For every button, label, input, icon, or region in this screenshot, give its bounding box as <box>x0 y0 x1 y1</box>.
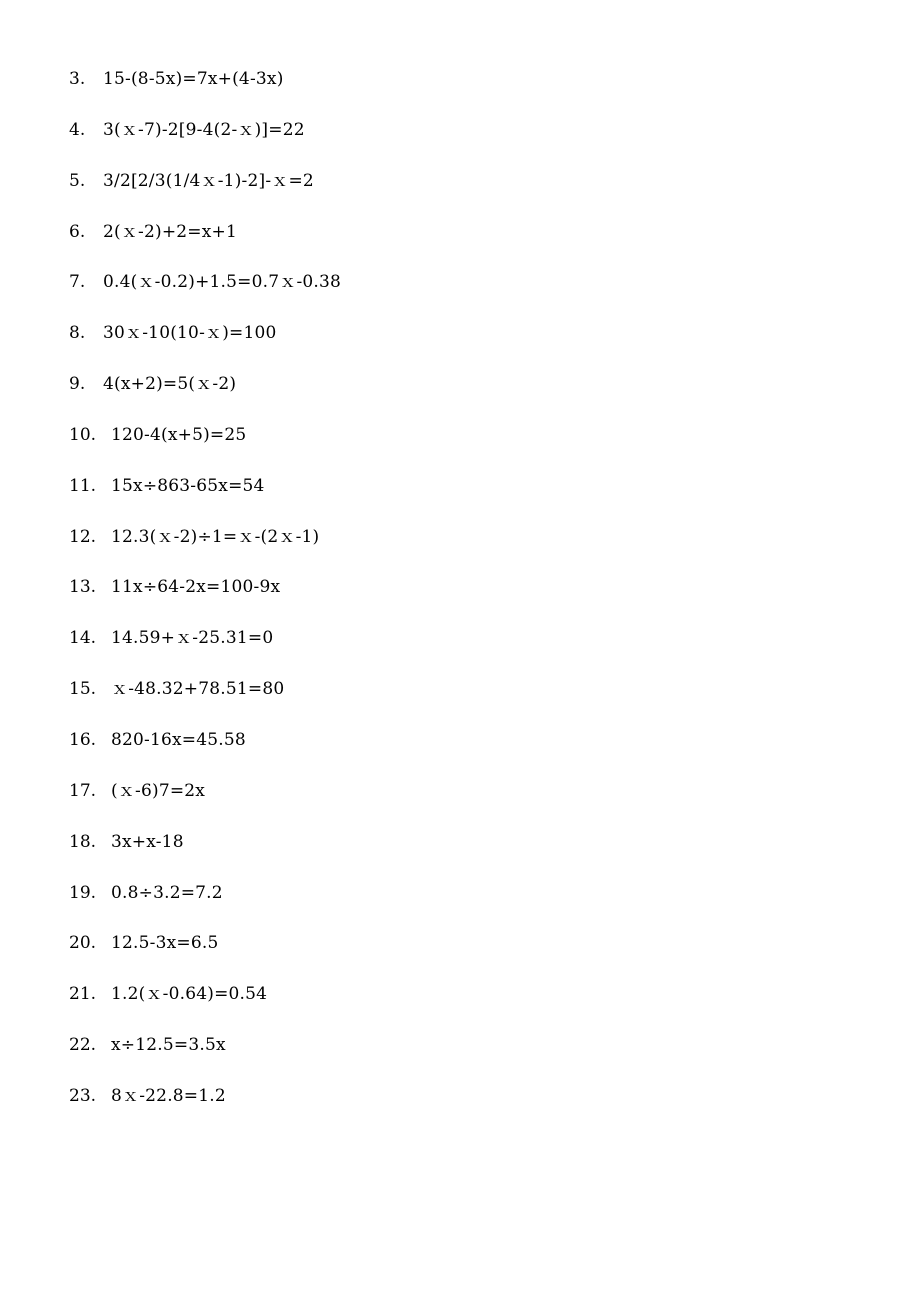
problem-equation: 11x÷64-2x=100-9x <box>111 577 281 598</box>
problem-number: 17. <box>69 780 97 801</box>
problem-item <box>69 623 341 674</box>
problem-equation: x÷12.5=3.5x <box>111 1035 226 1056</box>
problem-equation: 12.3(ｘ-2)÷1=ｘ-(2ｘ-1) <box>111 526 320 547</box>
problem-item <box>69 522 341 573</box>
problem-equation: 30ｘ-10(10-ｘ)=100 <box>103 323 277 344</box>
problem-number: 6. <box>69 221 86 242</box>
problem-item <box>69 369 341 420</box>
problem-equation: 8ｘ-22.8=1.2 <box>111 1085 226 1106</box>
problem-item <box>69 878 341 929</box>
problem-item <box>69 1081 341 1132</box>
problem-equation: 14.59+ｘ-25.31=0 <box>111 628 274 649</box>
problem-number: 21. <box>69 984 97 1005</box>
problem-number: 15. <box>69 679 97 700</box>
problem-equation: 2(ｘ-2)+2=x+1 <box>103 221 237 242</box>
problem-equation: 1.2(ｘ-0.64)=0.54 <box>111 984 268 1005</box>
problem-equation: 0.8÷3.2=7.2 <box>111 882 223 903</box>
problem-item <box>69 217 341 268</box>
problem-item <box>69 318 341 369</box>
problem-item <box>69 827 341 878</box>
problem-item <box>69 674 341 725</box>
problem-equation: 15x÷863-65x=54 <box>111 475 265 496</box>
problem-item <box>69 1030 341 1081</box>
problem-item <box>69 572 341 623</box>
problem-equation: 120-4(x+5)=25 <box>111 424 247 445</box>
problem-item <box>69 115 341 166</box>
problem-item <box>69 928 341 979</box>
problem-number: 11. <box>69 475 97 496</box>
problem-equation: 4(x+2)=5(ｘ-2) <box>103 374 237 395</box>
problem-item <box>69 776 341 827</box>
problem-number: 20. <box>69 933 97 954</box>
problem-number: 12. <box>69 526 97 547</box>
problem-number: 4. <box>69 119 86 140</box>
problem-number: 9. <box>69 374 86 395</box>
problem-equation: 820-16x=45.58 <box>111 729 246 750</box>
problem-item <box>69 267 341 318</box>
problem-item <box>69 471 341 522</box>
problem-equation: 3(ｘ-7)-2[9-4(2-ｘ)]=22 <box>103 119 305 140</box>
problem-equation: 0.4(ｘ-0.2)+1.5=0.7ｘ-0.38 <box>103 272 342 293</box>
problem-number: 19. <box>69 882 97 903</box>
problem-number: 10. <box>69 424 97 445</box>
problem-equation: 15-(8-5x)=7x+(4-3x) <box>103 69 284 89</box>
problem-number: 5. <box>69 170 86 191</box>
problem-equation: 3/2[2/3(1/4ｘ-1)-2]-ｘ=2 <box>103 170 314 191</box>
equation-problem-list <box>69 64 341 1132</box>
problem-number: 13. <box>69 577 97 598</box>
problem-item <box>69 725 341 776</box>
problem-equation: ｘ-48.32+78.51=80 <box>111 679 285 700</box>
problem-number: 22. <box>69 1035 97 1056</box>
problem-item <box>69 64 341 115</box>
problem-number: 14. <box>69 628 97 649</box>
problem-equation: (ｘ-6)7=2x <box>111 780 206 801</box>
problem-equation: 12.5-3x=6.5 <box>111 933 219 954</box>
problem-item <box>69 420 341 471</box>
problem-number: 7. <box>69 272 86 293</box>
problem-number: 18. <box>69 831 97 852</box>
problem-number: 8. <box>69 323 86 344</box>
problem-number: 3. <box>69 69 86 89</box>
problem-item <box>69 979 341 1030</box>
problem-equation: 3x+x-18 <box>111 831 184 852</box>
problem-number: 23. <box>69 1085 97 1106</box>
problem-number: 16. <box>69 729 97 750</box>
problem-item <box>69 166 341 217</box>
